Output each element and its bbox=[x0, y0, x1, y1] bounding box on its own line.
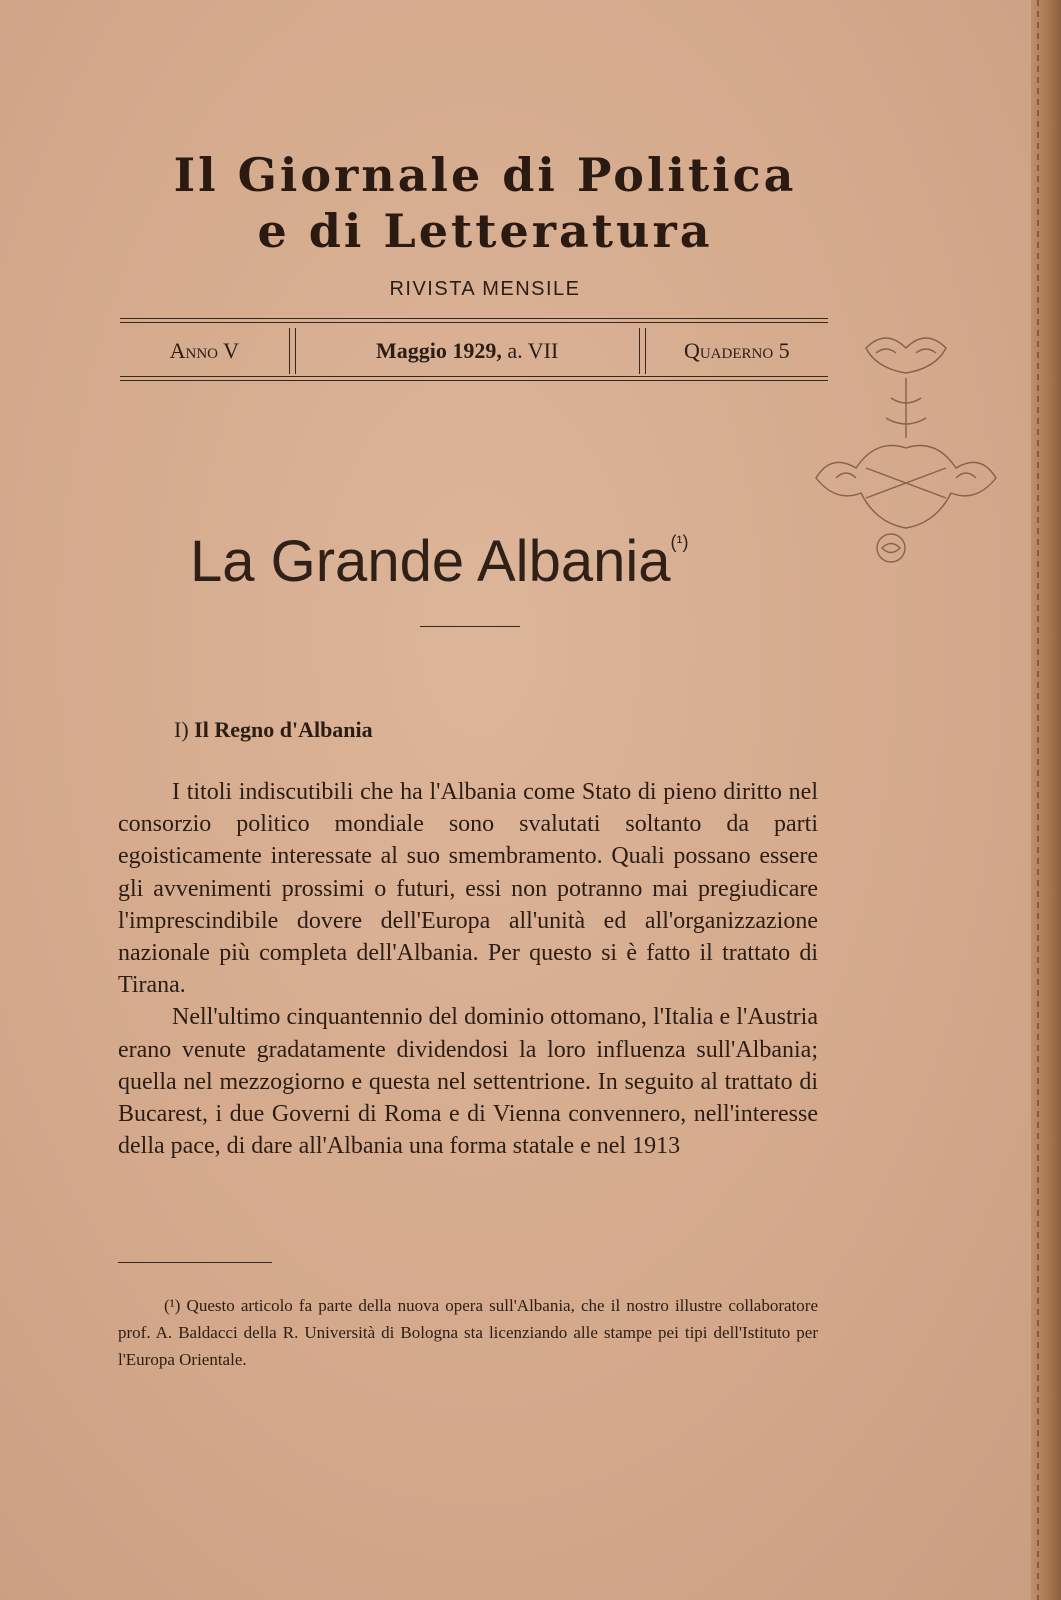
issue-era-text: a. VII bbox=[507, 338, 559, 363]
issue-bar-top-rule-2 bbox=[120, 322, 828, 323]
issue-year bbox=[120, 327, 289, 375]
article-body bbox=[118, 776, 818, 1162]
article-title bbox=[190, 528, 688, 595]
body-paragraph: I titoli indiscutibili che ha l'Albania come Stato di pieno diritto nel consorzio politico mondiale sono svalutati soltanto da parti egoisticamente interessate al suo smembramento. Quali possano essere gli avvenimenti prossimi o futuri, essi non potranno mai pregiudicare l'imprescindibile dovere dell'Europa all'unità ed all'organizzazione nazionale più completa dell'Albania. Per questo si è fatto il trattato di Tirana. bbox=[118, 779, 818, 999]
issue-bar-bottom-rule bbox=[120, 376, 828, 377]
section-heading bbox=[174, 717, 373, 743]
issue-number-text: Quaderno 5 bbox=[683, 338, 790, 363]
issue-bar-divider bbox=[289, 328, 296, 374]
decorative-stamp bbox=[806, 318, 1006, 568]
issue-bar-divider bbox=[639, 328, 646, 374]
issue-date-text: Maggio 1929, bbox=[375, 338, 502, 363]
issue-year-text: Anno V bbox=[169, 338, 240, 363]
footnote-rule bbox=[118, 1262, 272, 1263]
issue-number bbox=[646, 327, 828, 375]
issue-bar-bottom-rule-2 bbox=[120, 380, 828, 381]
body-paragraph: Nell'ultimo cinquantennio del dominio ottomano, l'Italia e l'Austria erano venute gradatamente dividendosi la loro influenza sull'Albania; quella nel mezzogiorno e questa nel settentrione. In seguito al trattato di Bucarest, i due Governi di Roma e di Vienna convennero, nell'interesse della pace, di dare all'Albania una forma statale e nel 1913 bbox=[118, 1004, 818, 1160]
issue-bar bbox=[120, 327, 828, 375]
issue-bar-top-rule bbox=[120, 318, 828, 319]
section-number: I) bbox=[174, 717, 189, 742]
journal-subtitle: RIVISTA MENSILE bbox=[389, 278, 581, 300]
issue-date bbox=[296, 327, 639, 375]
page-edge bbox=[1031, 0, 1061, 1600]
footnote-reference: (¹) bbox=[670, 532, 689, 552]
title-rule bbox=[420, 626, 520, 627]
section-title: Il Regno d'Albania bbox=[194, 717, 373, 742]
article-title-text: La Grande Albania bbox=[190, 529, 671, 594]
journal-title-line-2: e di Letteratura bbox=[257, 204, 713, 258]
journal-title-line-1: Il Giornale di Politica bbox=[173, 148, 797, 202]
footnote: (¹) Questo articolo fa parte della nuova opera sull'Albania, che il nostro illustre collaboratore prof. A. Baldacci della R. Università di Bologna sta licenziando alle stampe pei tipi dell'Istituto per l'Europa Orientale. bbox=[118, 1296, 818, 1369]
